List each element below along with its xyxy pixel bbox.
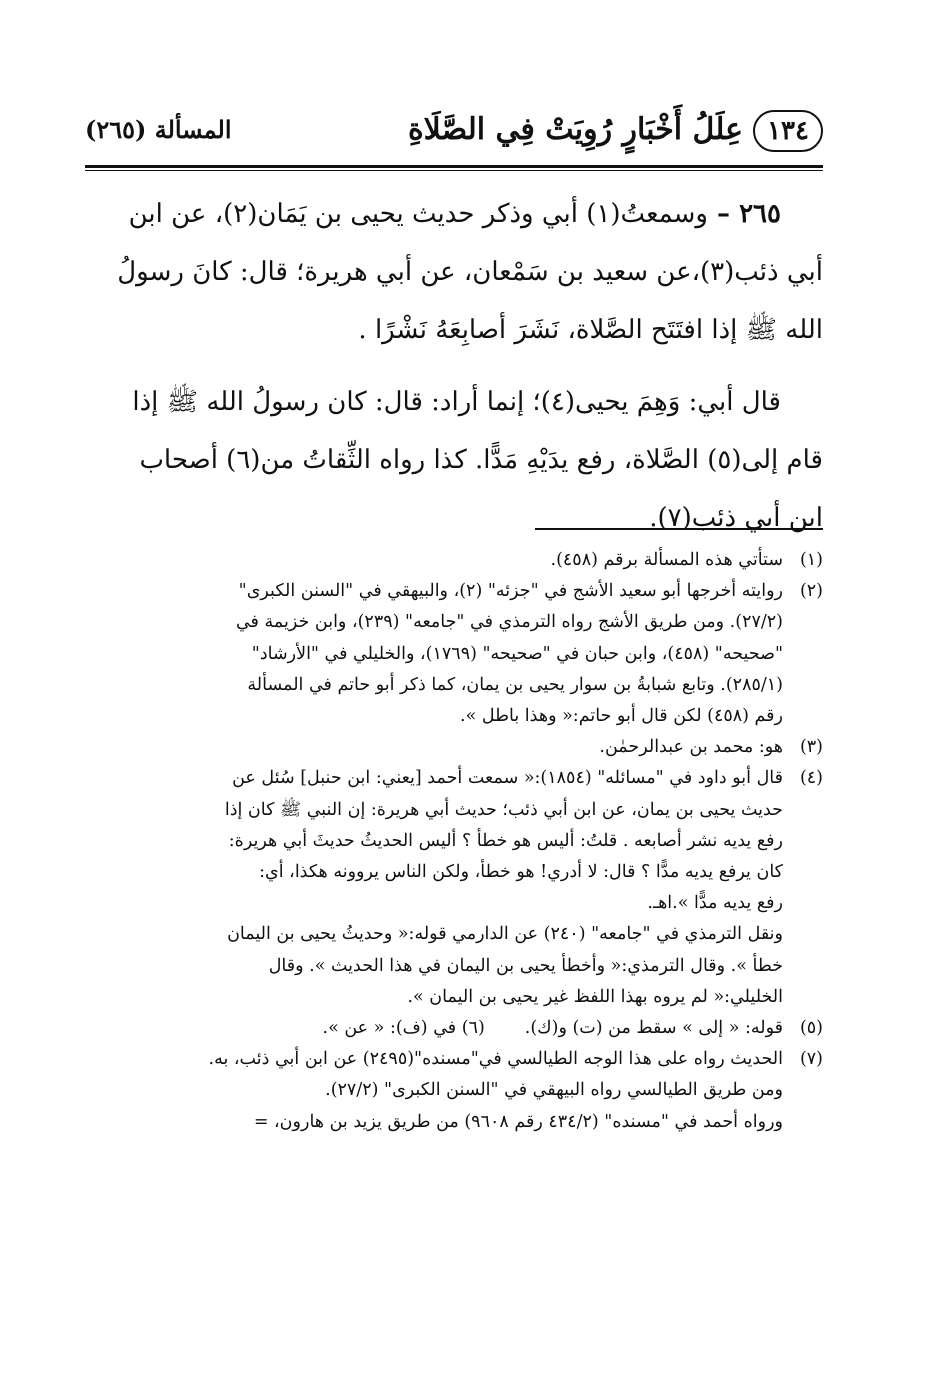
- main-text: [113, 185, 823, 561]
- para1-line: وسمعتُ(١) أبي وذكر حديث يحيى بن يَمَان(٢)، عن ابن: [128, 199, 708, 229]
- footnote-number: (٢): [799, 581, 823, 602]
- footnote-line: رقم (٤٥٨) لكن قال أبو حاتم:« وهذا باطل ».: [460, 706, 783, 727]
- footnote-5-6: [113, 1013, 823, 1044]
- footnote-line: هو: محمد بن عبدالرحمٰن.: [599, 737, 783, 758]
- footnote-line: [113, 1013, 783, 1044]
- footnote-line: الحديث رواه على هذا الوجه الطيالسي في"مسنده"(٢٤٩٥) عن ابن أبي ذئب، به.: [208, 1049, 783, 1070]
- para1-line: الله ﷺ إذا افتَتَح الصَّلاة، نَشَرَ أصابِعَهُ نَشْرًا .: [358, 315, 823, 345]
- issue-label: المسألة (٢٦٥): [85, 115, 232, 144]
- footnote-line: خطأ ». وقال الترمذي:« وأخطأ يحيى بن اليمان في هذا الحديث ». وقال: [268, 955, 783, 976]
- footnote-7: [113, 1044, 823, 1138]
- footnote-line: ستأتي هذه المسألة برقم (٤٥٨).: [550, 550, 783, 570]
- footnote-rule: [535, 528, 823, 530]
- header-title-group: [408, 108, 823, 152]
- footnote-number: (٣): [799, 737, 823, 758]
- footnote-number: (٧): [799, 1049, 823, 1070]
- footnote-line: روايته أخرجها أبو سعيد الأشج في "جزئه" (٢)، والبيهقي في "السنن الكبرى": [238, 581, 783, 602]
- footnote-3: [113, 732, 823, 763]
- footnote-line: الخليلي:« لم يروه بهذا اللفظ غير يحيى بن اليمان ».: [407, 986, 783, 1007]
- footnote-line: قال أبو داود في "مسائله" (١٨٥٤):« سمعت أحمد [يعني: ابن حنبل] سُئل عن: [232, 768, 783, 789]
- footnote-line: ورواه أحمد في "مسنده" (٤٣٤/٢ رقم ٩٦٠٨) من طريق يزيد بن هارون، =: [253, 1111, 783, 1132]
- issue-number: ٢٦٥ –: [707, 199, 781, 229]
- footnote-number: (٤): [799, 768, 823, 789]
- footnote-line: رفع يديه نشر أصابعه . قلتُ: أليس هو خطأ ؟ أليس الحديثُ حديثَ أبي هريرة:: [228, 830, 783, 851]
- footnote-line: حديث يحيى بن يمان، عن ابن أبي ذئب؛ حديث أبي هريرة: إن النبي ﷺ كان إذا: [224, 799, 783, 820]
- paragraph-1: [113, 185, 823, 359]
- paragraph-2: [113, 373, 823, 547]
- footnote-number: (٦): [461, 1018, 485, 1039]
- footnote-line: ونقل الترمذي في "جامعه" (٢٤٠) عن الدارمي قوله:« وحديثُ يحيى بن اليمان: [227, 924, 783, 945]
- footnote-line: كان يرفع يديه مدًّا ؟ قال: لا أدري! هو خطأ، ولكن الناس يروونه هكذا، أي:: [259, 862, 783, 883]
- header-rule: [85, 165, 823, 171]
- footnote-2: [113, 576, 823, 732]
- para2-line: ابن أبي ذئب(٧).: [649, 503, 823, 533]
- footnotes: [113, 545, 823, 1138]
- footnote-4: [113, 763, 823, 1013]
- footnote-line: "صحيحه" (٤٥٨)، وابن حبان في "صحيحه" (١٧٦٩)، والخليلي في "الأرشاد": [251, 643, 783, 664]
- para2-line: قام إلى(٥) الصَّلاة، رفع يدَيْهِ مَدًّا. كذا رواه الثِّقاتُ من(٦) أصحاب: [139, 445, 823, 475]
- page-number: ١٣٤: [753, 110, 823, 152]
- footnote-number: (٥): [799, 1018, 823, 1039]
- para2-line: قال أبي: وَهِمَ يحيى(٤)؛ إنما أراد: قال: كان رسولُ الله ﷺ إذا: [132, 387, 781, 417]
- footnote-line: (٢٧/٢). ومن طريق الأشج رواه الترمذي في "جامعه" (٢٣٩)، وابن خزيمة في: [235, 612, 783, 633]
- footnote-number: (١): [799, 550, 823, 570]
- footnote-line: ومن طريق الطيالسي رواه البيهقي في "السنن الكبرى" (٢٧/٢).: [325, 1080, 783, 1101]
- running-header: [85, 108, 823, 160]
- para1-line: أبي ذئب(٣)،عن سعيد بن سَمْعان، عن أبي هريرة؛ قال: كانَ رسولُ: [117, 257, 823, 287]
- footnote-line: (٢٨٥/١). وتابع شبابةُ بن سوار يحيى بن يمان، كما ذكر أبو حاتم في المسألة: [247, 674, 783, 695]
- footnote-6-text: في (ف): « عن ».: [322, 1018, 457, 1039]
- footnote-5-text: قوله: « إلى » سقط من (ت) و(ك).: [524, 1018, 783, 1039]
- footnote-1: [113, 545, 823, 576]
- book-title: عِلَلُ أَخْبَارٍ رُوِيَتْ فِي الصَّلَاةِ: [407, 112, 744, 147]
- footnote-line: رفع يديه مدًّا ».اهـ.: [647, 893, 783, 914]
